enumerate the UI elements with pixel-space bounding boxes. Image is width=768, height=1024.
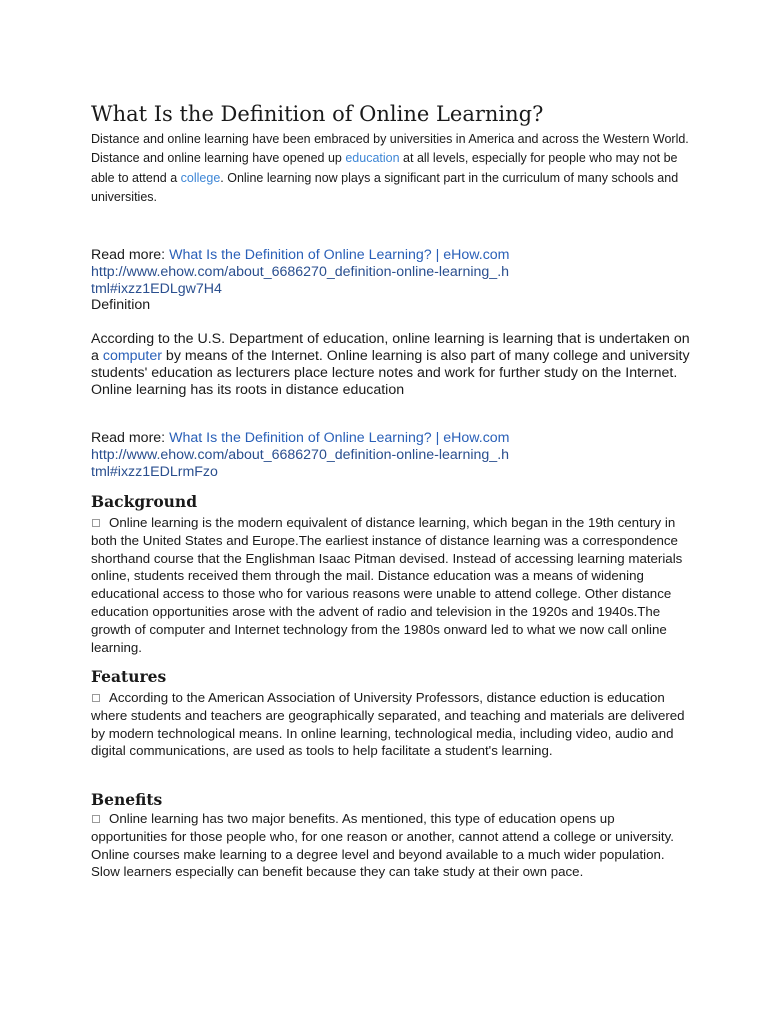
read-more-block-1 xyxy=(91,247,691,298)
college-link[interactable]: college xyxy=(180,170,221,185)
section-heading-benefits: Benefits xyxy=(91,790,163,809)
square-bullet-icon xyxy=(92,815,100,823)
section-body: According to the American Association of University Professors, distance eduction is education where students and teachers are geographically separated, and teaching and materials are delivered by modern technological means. In online learning, technological media, including video, audio and digital communications, are used as tools to help facilitate a student's learning. xyxy=(91,690,685,759)
page-title: What Is the Definition of Online Learning? xyxy=(91,102,544,127)
section-text-benefits xyxy=(91,810,691,881)
education-link[interactable]: education xyxy=(345,151,400,166)
read-more-prefix: Read more: xyxy=(91,430,170,446)
square-bullet-icon xyxy=(92,519,100,527)
definition-label: Definition xyxy=(91,297,151,313)
read-more-block-2 xyxy=(91,430,691,481)
read-more-link[interactable]: What Is the Definition of Online Learning? | eHow.com xyxy=(169,430,510,446)
definition-text-1: According to the U.S. Department of education, online learning is learning that is undertaken on a xyxy=(91,331,690,364)
read-more-prefix: Read more: xyxy=(91,247,170,263)
definition-paragraph xyxy=(91,331,691,399)
intro-paragraph xyxy=(91,130,691,207)
intro-text-2: at all levels, especially for people who may not be able to attend a xyxy=(91,151,678,185)
read-more-url[interactable]: http://www.ehow.com/about_6686270_definition-online-learning_.html#ixzz1EDLgw7H4 xyxy=(91,264,510,297)
square-bullet-icon xyxy=(92,694,100,702)
read-more-link[interactable]: What Is the Definition of Online Learning? | eHow.com xyxy=(169,247,510,263)
definition-text-2: by means of the Internet. Online learning is also part of many college and university students' education as lecturers place lecture notes and work for further study on the Internet. Online learning has its roots in distance education xyxy=(91,348,690,398)
intro-text-3: . Online learning now plays a significant part in the curriculum of many schools and universities. xyxy=(91,170,679,204)
section-body: Online learning is the modern equivalent of distance learning, which began in the 19th century in both the United States and Europe.The earliest instance of distance learning was a correspondence shorthand course that the Englishman Isaac Pitman devised. Instead of accessing learning materials online, students received them through the mail. Distance education was a means of widening educational access to those who for various reasons were unable to attend college. Other distance education opportunities arose with the advent of radio and television in the 1920s and 1940s.The growth of computer and Internet technology from the 1980s onward led to what we now call online learning. xyxy=(91,515,683,655)
computer-link[interactable]: computer xyxy=(102,348,162,364)
section-body: Online learning has two major benefits. As mentioned, this type of education opens up opportunities for those people who, for one reason or another, cannot attend a college or university. Online courses make learning to a degree level and beyond available to a much wider population. Slow learners especially can benefit because they can take study at their own pace. xyxy=(91,811,674,880)
read-more-url[interactable]: http://www.ehow.com/about_6686270_definition-online-learning_.html#ixzz1EDLrmFzo xyxy=(91,447,510,480)
section-heading-background: Background xyxy=(91,492,198,511)
section-text-features xyxy=(91,689,691,760)
intro-text-1: Distance and online learning have been embraced by universities in America and across the Western World. Distance and online learning have opened up xyxy=(91,132,689,166)
section-heading-features: Features xyxy=(91,667,167,686)
section-text-background xyxy=(91,514,691,656)
